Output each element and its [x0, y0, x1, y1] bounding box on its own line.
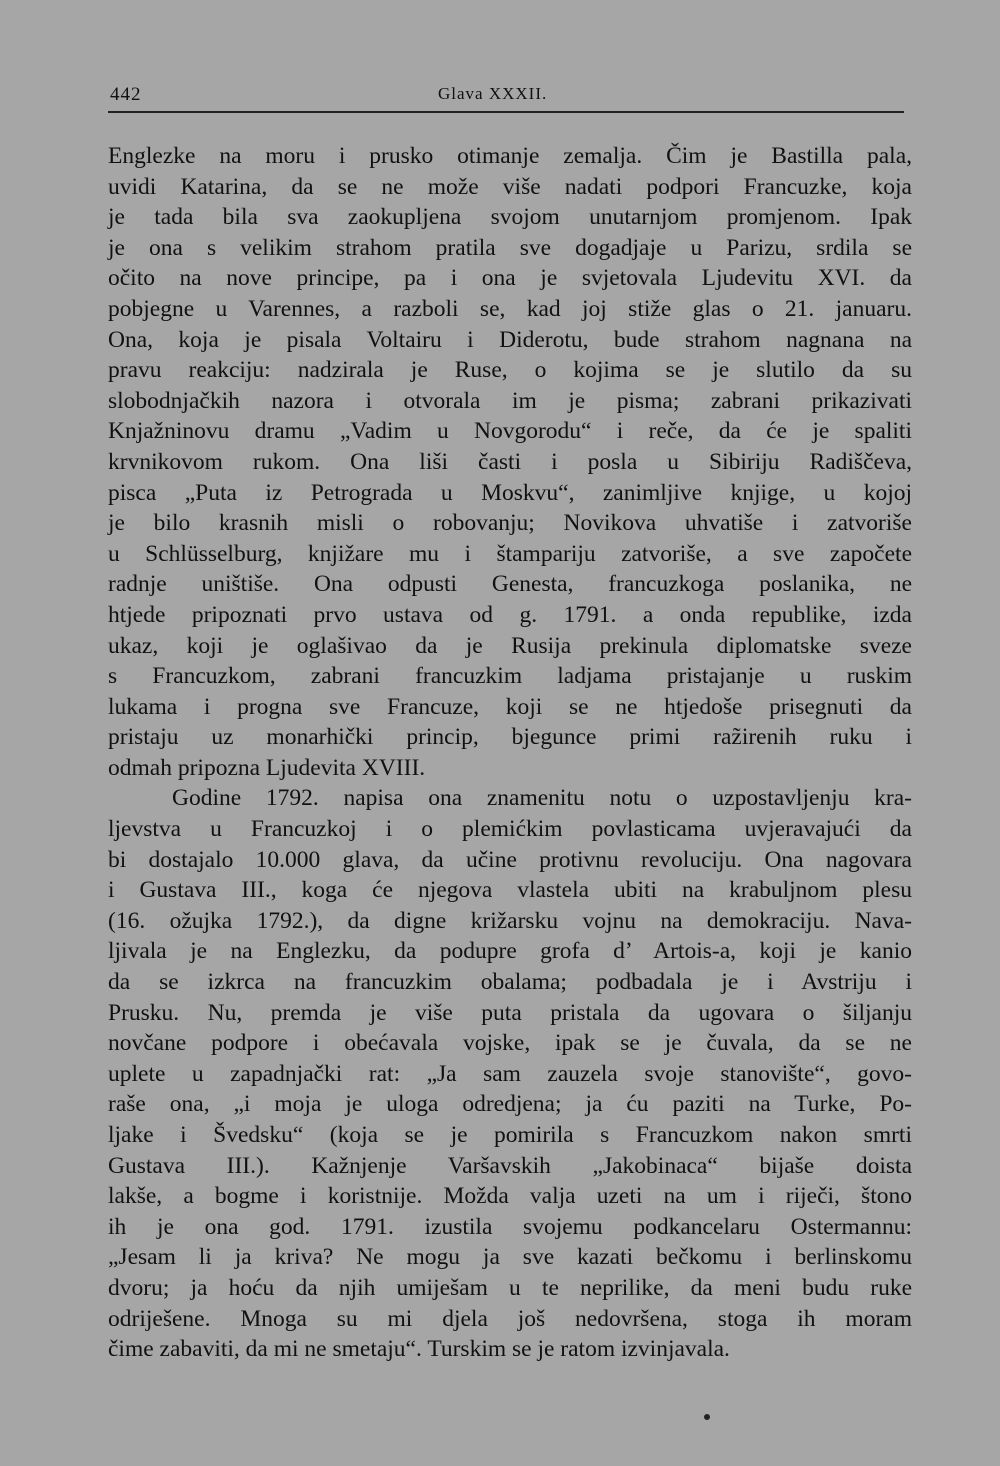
- text-line: Gustava III.). Kažnjenje Varšavskih „Jakobinaca“ bijaše doista: [108, 1152, 912, 1179]
- paragraph-1: [108, 141, 912, 783]
- text-line: ljevstva u Francuzkoj i o plemićkim povlasticama uvjeravajući da: [108, 816, 912, 843]
- text-line: Ona, koja je pisala Voltairu i Diderotu, bude strahom nagnana na: [108, 326, 912, 353]
- page-number: 442: [110, 84, 142, 105]
- text-line: radnje uništiše. Ona odpusti Genesta, francuzkoga poslanika, ne: [108, 571, 912, 598]
- text-line: lakše, a bogme i koristnije. Možda valja uzeti na um i riječi, štono: [108, 1183, 912, 1210]
- text-line: bi dostajalo 10.000 glava, da učine protivnu revoluciju. Ona nagovara: [108, 846, 912, 873]
- text-line: „Jesam li ja kriva? Ne mogu ja sve kazati bečkomu i berlinskomu: [108, 1244, 912, 1271]
- text-line: Prusku. Nu, premda je više puta pristala da ugovara o šiljanju: [108, 999, 912, 1026]
- paragraph-2: [108, 783, 912, 1364]
- running-head: Glava XXXII.: [438, 84, 548, 103]
- text-line: očito na nove principe, pa i ona je svjetovala Ljudevitu XVI. da: [108, 265, 912, 292]
- text-line: je tada bila sva zaokupljena svojom unutarnjom promjenom. Ipak: [108, 204, 912, 231]
- text-line: dvoru; ja hoću da njih umiješam u te neprilike, da meni budu ruke: [108, 1274, 912, 1301]
- text-line: lukama i progna sve Francuze, koji se ne htjedoše prisegnuti da: [108, 693, 912, 720]
- text-line: pristaju uz monarhički princip, bjegunce primi raz̃irenih ruku i: [108, 724, 912, 751]
- text-line: da se izkrca na francuzkim obalama; podbadala je i Avstriju i: [108, 969, 912, 996]
- text-line: pobjegne u Varennes, a razboli se, kad joj stiže glas o 21. januaru.: [108, 295, 912, 322]
- text-line: raše ona, „i moja je uloga odredjena; ja ću paziti na Turke, Po-: [108, 1091, 912, 1118]
- text-line: uplete u zapadnjački rat: „Ja sam zauzela svoje stanovište“, govo-: [108, 1060, 912, 1087]
- text-line: Englezke na moru i prusko otimanje zemalja. Čim je Bastilla pala,: [108, 143, 912, 169]
- page-header: [108, 80, 904, 110]
- text-line: ih je ona god. 1791. izustila svojemu podkancelaru Ostermannu:: [108, 1213, 912, 1240]
- text-line: s Francuzkom, zabrani francuzkim ladjama pristajanje u ruskim: [108, 663, 912, 690]
- text-line: novčane podpore i obećavala vojske, ipak se je čuvala, da se ne: [108, 1030, 912, 1057]
- text-line: ljivala je na Englezku, da podupre grofa d’ Artois-a, koji je kanio: [108, 938, 912, 965]
- text-line: uvidi Katarina, da se ne može više nadati podpori Francuzke, koja: [108, 173, 912, 200]
- text-line: odmah pripozna Ljudevita XVIII.: [108, 754, 426, 781]
- text-line: krvnikovom rukom. Ona liši časti i posla u Sibiriju Radiščeva,: [108, 448, 912, 475]
- header-rule: [108, 111, 904, 113]
- text-line: Knjažninovu dramu „Vadim u Novgorodu“ i reče, da će je spaliti: [108, 418, 912, 445]
- text-line: ukaz, koji je oglašivao da je Rusija prekinula diplomatske sveze: [108, 632, 912, 659]
- text-line: ljake i Švedsku“ (koja se je pomirila s Francuzkom nakon smrti: [108, 1122, 912, 1148]
- text-line: slobodnjačkih nazora i otvorala im je pisma; zabrani prikazivati: [108, 387, 912, 414]
- text-line: pravu reakciju: nadzirala je Ruse, o kojima se je slutilo da su: [108, 357, 912, 384]
- text-line: pisca „Puta iz Petrograda u Moskvu“, zanimljive knjige, u kojoj: [108, 479, 912, 506]
- text-line: u Schlüsselburg, knjižare mu i štampariju zatvoriše, a sve započete: [108, 540, 912, 567]
- text-line: Godine 1792. napisa ona znamenitu notu o uzpostavljenju kra-: [172, 785, 912, 812]
- text-line: čime zabaviti, da mi ne smetaju“. Turskim se je ratom izvinjavala.: [108, 1336, 730, 1363]
- body-text: [108, 141, 912, 1365]
- stray-ink-dot: [704, 1414, 710, 1420]
- text-line: (16. ožujka 1792.), da digne križarsku vojnu na demokraciju. Nava-: [108, 907, 912, 934]
- text-line: odriješene. Mnoga su mi djela još nedovršena, stoga ih moram: [108, 1305, 912, 1332]
- text-line: je bilo krasnih misli o robovanju; Novikova uhvatiše i zatvoriše: [108, 510, 912, 537]
- text-line: i Gustava III., koga će njegova vlastela ubiti na krabuljnom plesu: [108, 877, 912, 904]
- text-line: je ona s velikim strahom pratila sve dogadjaje u Parizu, srdila se: [108, 234, 912, 261]
- text-line: htjede pripoznati prvo ustava od g. 1791. a onda republike, izda: [108, 601, 912, 628]
